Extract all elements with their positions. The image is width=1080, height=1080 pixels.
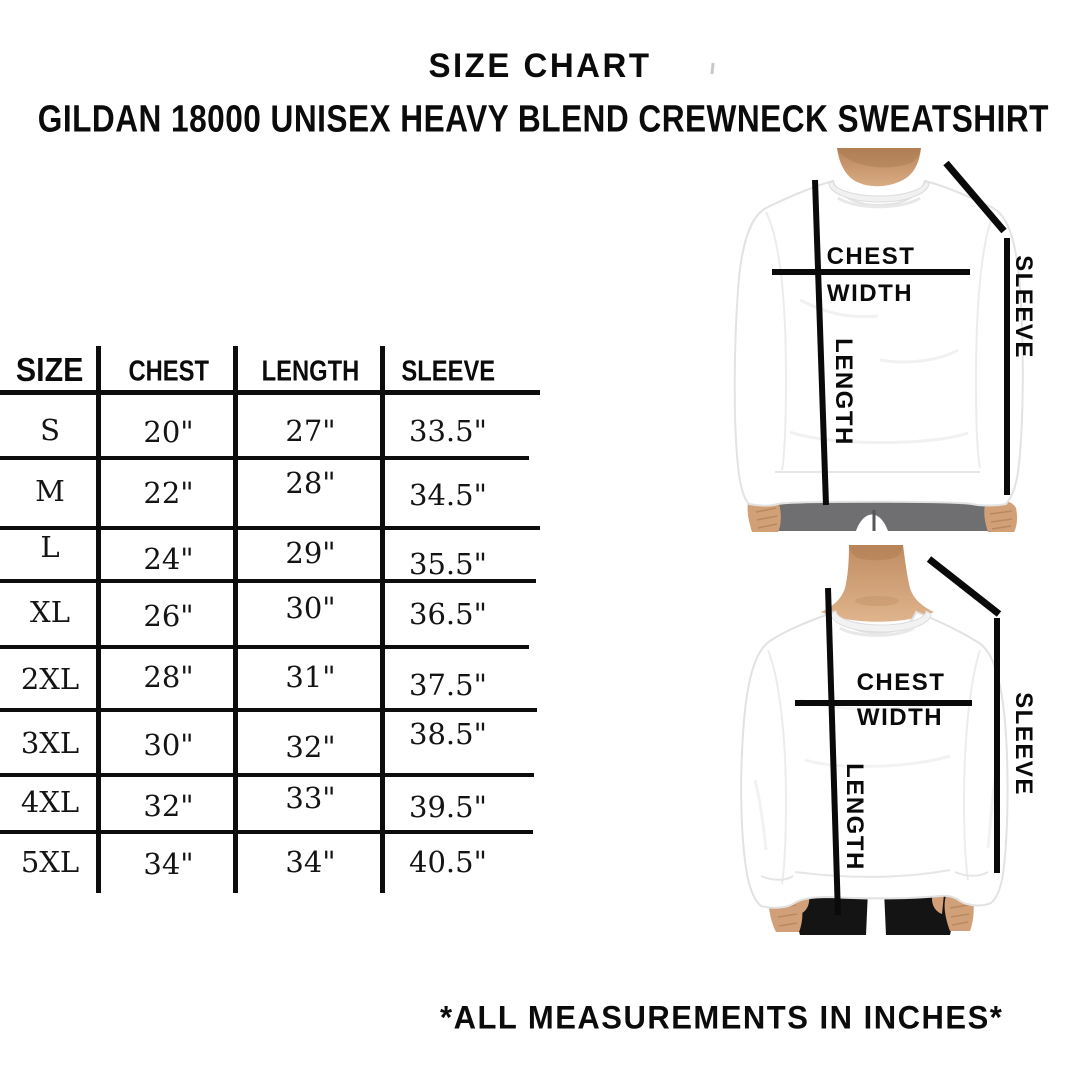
cell-sleeve: 40.5" [409,844,487,879]
neck-skin [821,545,934,622]
cell-chest: 34" [143,846,194,881]
cell-length: 32" [285,729,336,764]
cell-size: XL [30,595,70,629]
cell-chest: 28" [143,659,194,694]
sweatshirt-photo-front-female [700,545,1080,935]
cell-sleeve: 34.5" [409,478,487,512]
sleeve-label: SLEEVE [1010,255,1037,359]
cell-size: M [35,474,65,508]
cell-chest: 22" [143,476,194,510]
neck-skin [837,148,921,186]
sweatshirt-body [741,611,1007,908]
cell-chest: 30" [143,727,194,762]
cell-length: 34" [285,844,336,879]
cell-size: 5XL [20,844,80,879]
cell-size: L [40,529,60,564]
measurements-footnote: *ALL MEASUREMENTS IN INCHES* [440,999,1004,1036]
cell-length: 33" [285,780,336,815]
cell-chest: 20" [143,414,194,449]
sweatshirt-photo-front-male [700,148,1080,532]
cell-length: 29" [285,535,336,570]
cell-chest: 32" [143,788,194,823]
cell-length: 30" [285,591,336,625]
sweatshirt-body [735,181,1023,506]
cell-size: S [40,412,60,447]
table-header-underline [0,390,540,395]
cell-chest: 24" [143,541,194,576]
column-header-size: SIZE [16,351,84,388]
column-header-sleeve: SLEEVE [401,355,495,387]
cell-length: 27" [285,413,336,448]
product-subtitle: GILDAN 18000 UNISEX HEAVY BLEND CREWNECK SWEATSHIRT [37,97,1049,141]
chest-width-label-line2: WIDTH [856,704,944,731]
cell-sleeve: 33.5" [409,413,487,448]
chest-width-label-line1: CHEST [856,669,946,696]
length-label: LENGTH [830,338,857,446]
cell-sleeve: 39.5" [409,789,487,824]
chest-width-label-line2: WIDTH [826,280,914,307]
cell-chest: 26" [143,599,194,633]
shoulder-diagonal-line [929,559,999,614]
length-label: LENGTH [841,763,868,871]
cell-length: 31" [285,659,336,694]
cell-size: 2XL [20,661,80,696]
column-header-chest: CHEST [128,355,209,387]
chest-width-label-line1: CHEST [826,243,916,270]
size-chart-table [0,346,540,893]
cell-size: 3XL [20,725,80,760]
cell-size: 4XL [20,784,80,819]
page-title: SIZE CHART [428,46,652,85]
cell-length: 28" [285,466,336,500]
cell-sleeve: 38.5" [409,716,487,751]
cell-sleeve: 35.5" [409,546,487,581]
column-header-length: LENGTH [261,355,360,387]
sleeve-label: SLEEVE [1010,692,1037,796]
cell-sleeve: 36.5" [409,597,487,631]
cell-sleeve: 37.5" [409,667,487,702]
